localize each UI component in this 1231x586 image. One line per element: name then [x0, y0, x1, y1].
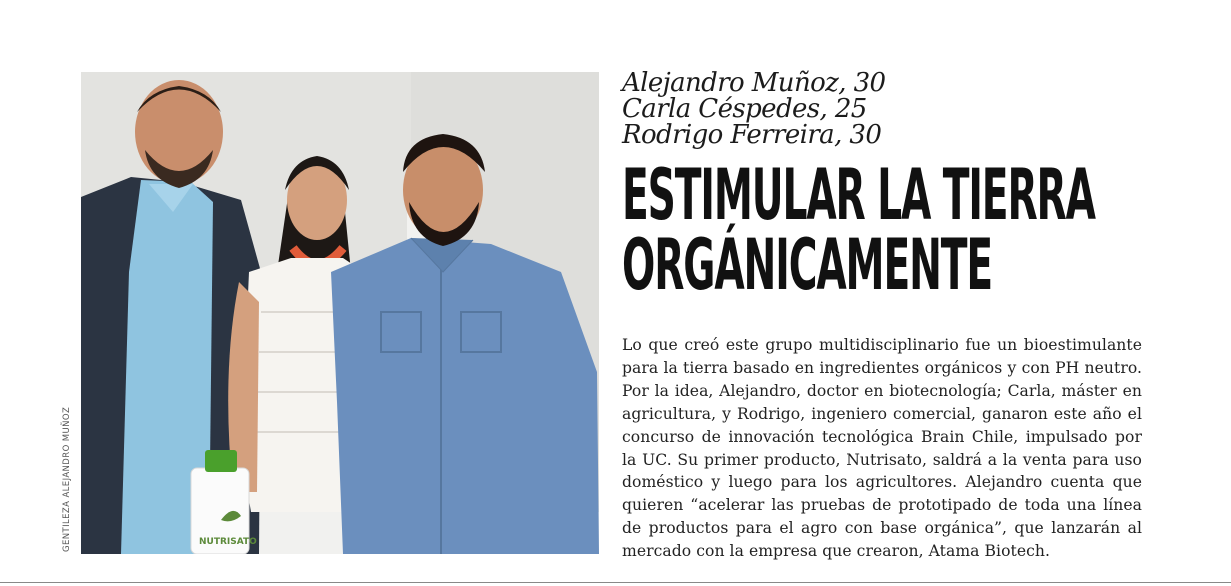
name-carla: Carla Céspedes, 25: [622, 94, 867, 124]
team-photo-illustration: [81, 72, 599, 554]
product-label: NUTRISATO: [199, 537, 257, 547]
photo-credit: GENTILEZA ALEJANDRO MUÑOZ: [62, 406, 72, 552]
headline-line-1: ESTIMULAR LA TIERRA: [622, 154, 1095, 236]
bottom-rule: [0, 582, 1231, 583]
article-headline: [622, 154, 1095, 306]
name-alejandro: Alejandro Muñoz, 30: [622, 68, 886, 98]
name-rodrigo: Rodrigo Ferreira, 30: [622, 120, 882, 150]
headline-line-2: ORGÁNICAMENTE: [622, 224, 993, 306]
article-body: Lo que creó este grupo multidisciplinario fue un bioestimulante para la tierra basado en ingredientes orgánicos y con PH neutro. Por la idea, Alejandro, doctor en biotecnología; Carla, máster en agricultura, y Rodrigo, ingeniero comercial, ganaron este año el concurso de innovación tecnológica Brain Chile, impulsado por la UC. Su primer producto, Nutrisato, saldrá a la venta para uso doméstico y luego para los agricultores. Alejandro cuenta que quieren “acelerar las pruebas de prototipado de toda una línea de productos para el agro con base orgánica”, que lanzarán al mercado con la empresa que crearon, Atama Biotech.: [622, 336, 1142, 561]
team-photo: [81, 72, 599, 554]
team-names: [622, 70, 885, 148]
